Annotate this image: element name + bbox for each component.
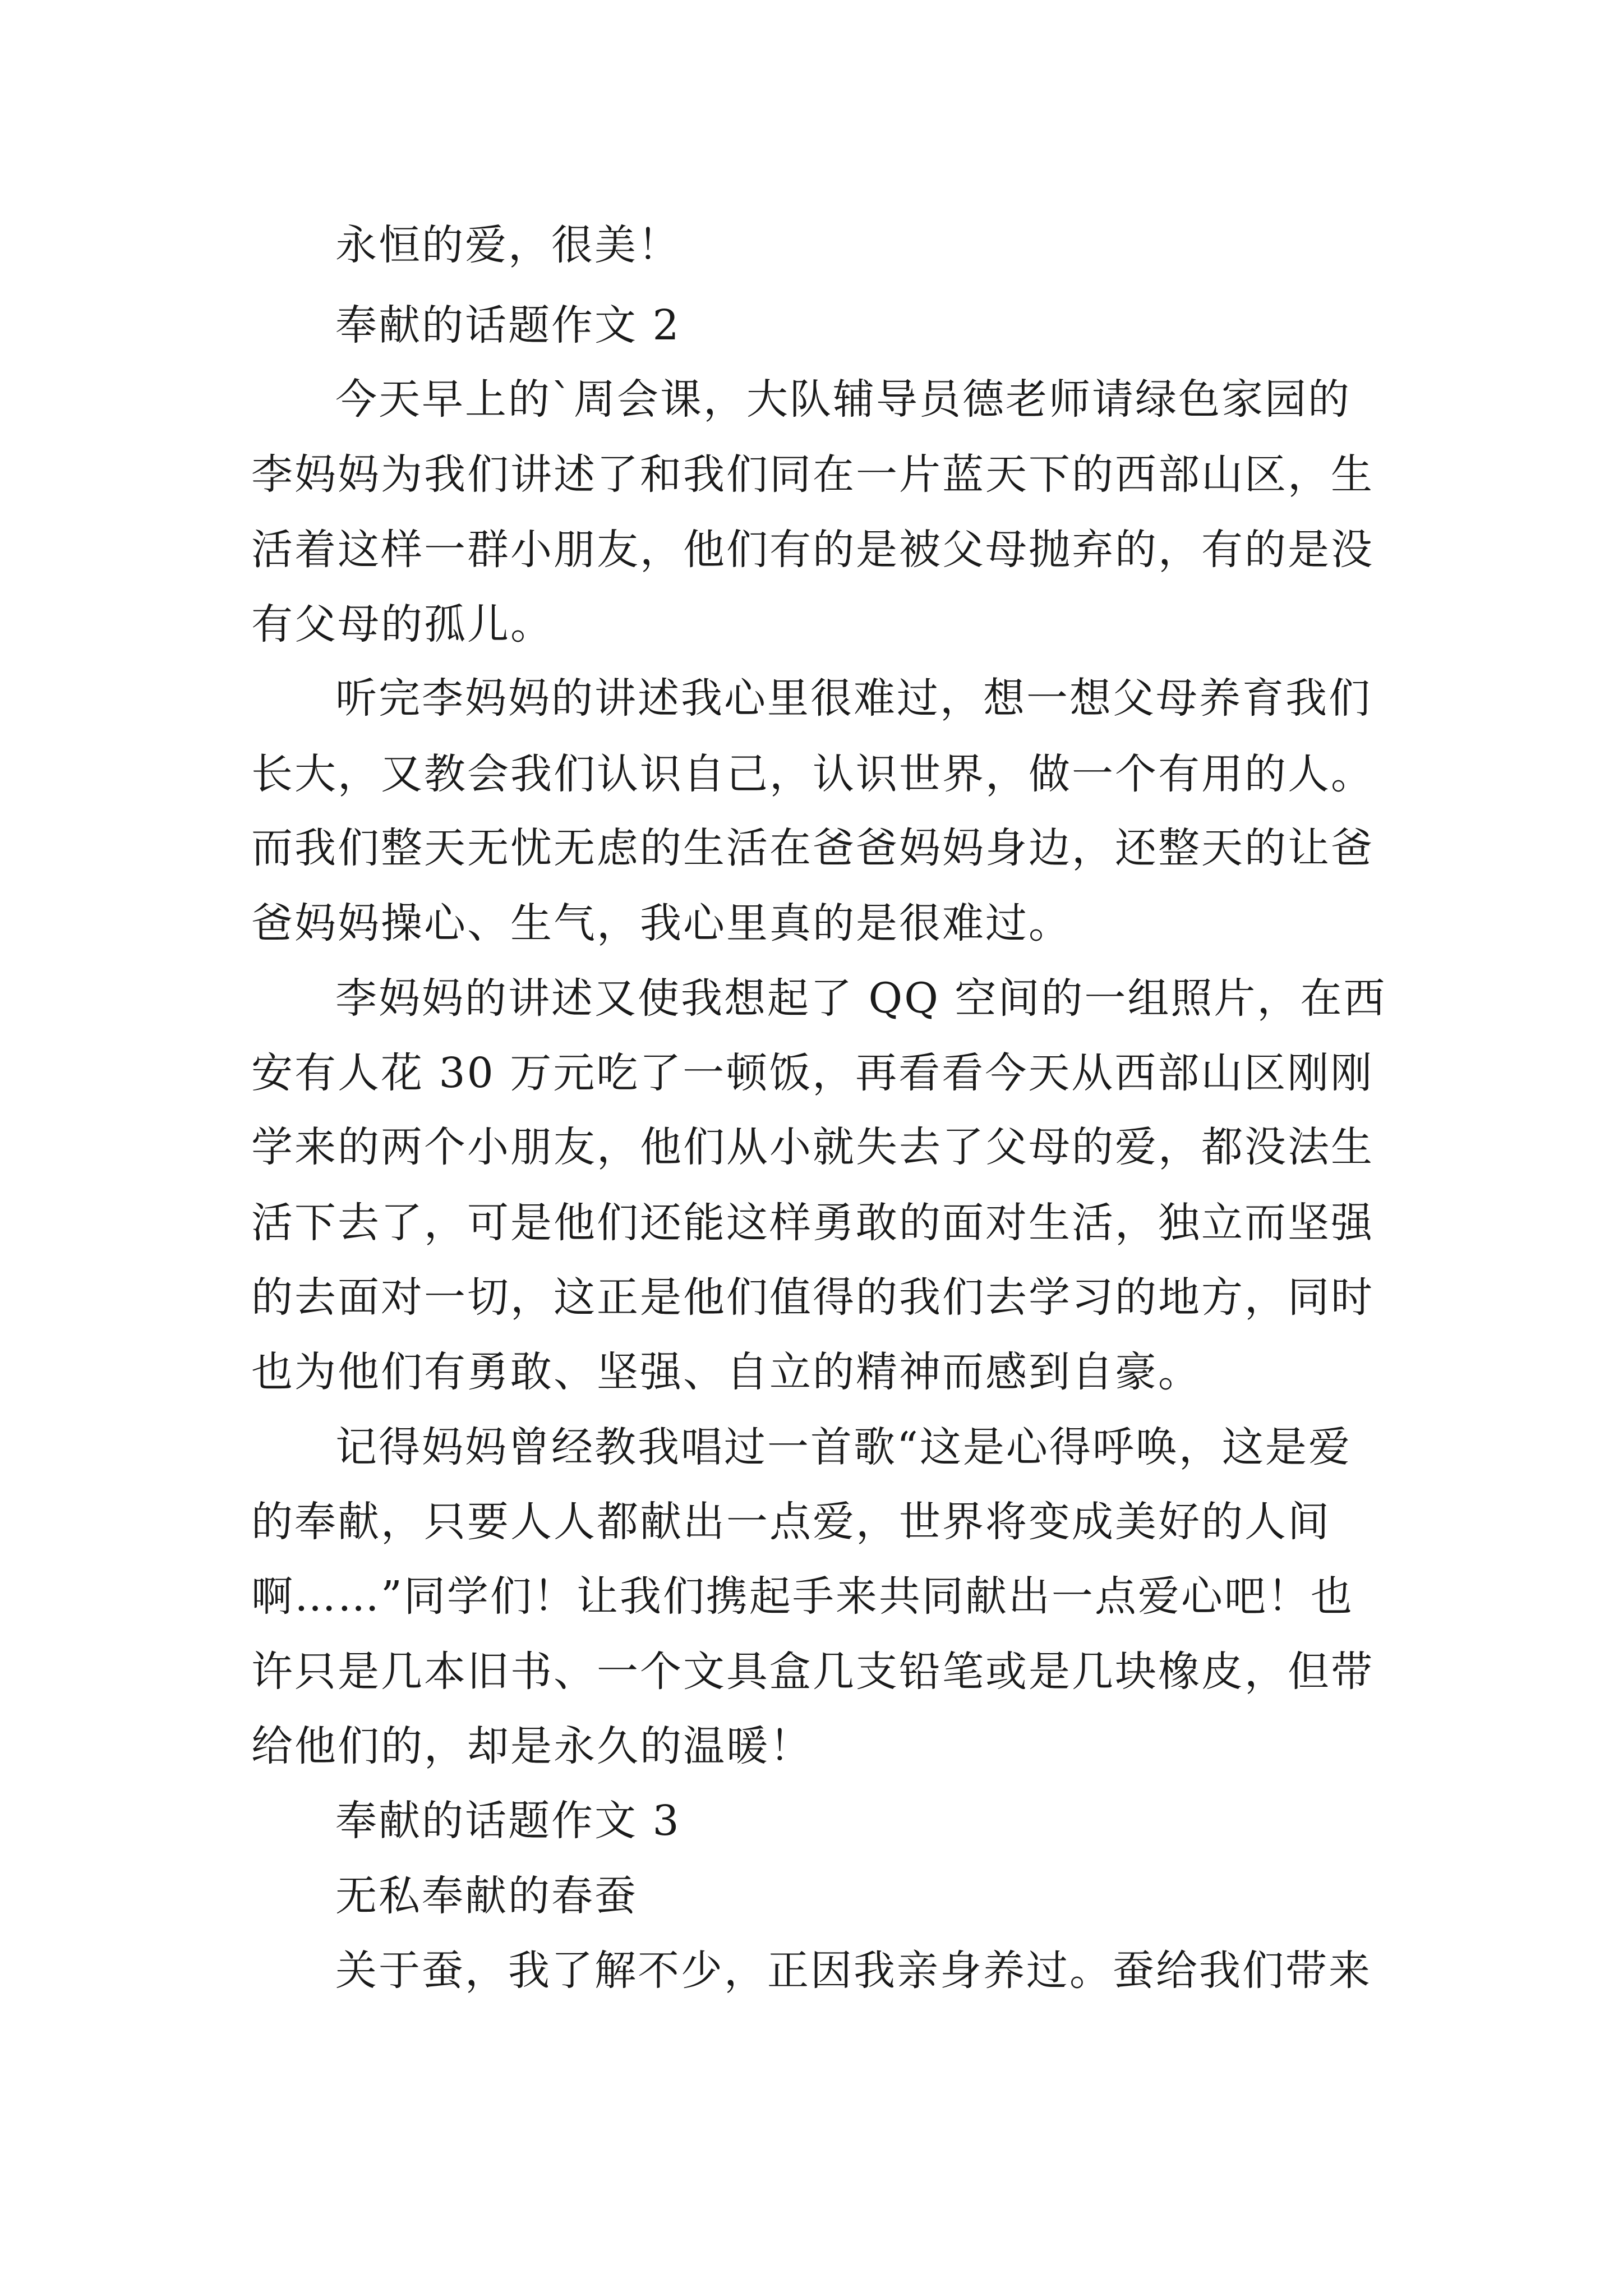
section-heading-3: 奉献的话题作文 3 (335, 1797, 681, 1845)
text-line-14: 活下去了，可是他们还能这样勇敢的面对生活，独立而坚强 (251, 1199, 1374, 1247)
text-line-11: 李妈妈的讲述又使我想起了 QQ 空间的一组照片，在西 (335, 974, 1387, 1023)
text-line-3: 今天早上的`周会课，大队辅导员德老师请绿色家园的 (335, 375, 1351, 424)
text-line-13: 学来的两个小朋友，他们从小就失去了父母的爱，都没法生 (251, 1123, 1374, 1171)
section-heading-2: 奉献的话题作文 2 (335, 301, 681, 349)
text-line-19: 啊……”同学们！让我们携起手来共同献出一点爱心吧！也 (251, 1572, 1354, 1621)
text-line-9: 而我们整天无忧无虑的生活在爸爸妈妈身边，还整天的让爸 (251, 824, 1374, 872)
text-line-1: 永恒的爱，很美！ (335, 221, 681, 269)
text-line-6: 有父母的孤儿。 (251, 600, 554, 648)
text-line-18: 的奉献，只要人人都献出一点爱，世界将变成美好的人间 (251, 1498, 1331, 1546)
text-line-12: 安有人花 30 万元吃了一顿饭，再看看今天从西部山区刚刚 (251, 1049, 1374, 1097)
text-line-24: 关于蚕，我了解不少，正因我亲身养过。蚕给我们带来 (335, 1947, 1372, 1995)
text-line-17: 记得妈妈曾经教我唱过一首歌“这是心得呼唤，这是爱 (335, 1423, 1352, 1471)
text-line-4: 李妈妈为我们讲述了和我们同在一片蓝天下的西部山区，生 (251, 450, 1374, 499)
text-line-7: 听完李妈妈的讲述我心里很难过，想一想父母养育我们 (335, 674, 1372, 723)
text-line-5: 活着这样一群小朋友，他们有的是被父母抛弃的，有的是没 (251, 526, 1374, 574)
text-line-21: 给他们的，却是永久的温暖！ (251, 1722, 813, 1770)
text-line-8: 长大，又教会我们认识自己，认识世界，做一个有用的人。 (251, 750, 1374, 798)
essay-title: 无私奉献的春蚕 (335, 1872, 638, 1920)
text-line-10: 爸妈妈操心、生气，我心里真的是很难过。 (251, 899, 1072, 947)
text-line-20: 许只是几本旧书、一个文具盒几支铅笔或是几块橡皮，但带 (251, 1648, 1374, 1696)
text-line-15: 的去面对一切，这正是他们值得的我们去学习的地方，同时 (251, 1273, 1374, 1322)
text-line-16: 也为他们有勇敢、坚强、自立的精神而感到自豪。 (251, 1348, 1201, 1396)
